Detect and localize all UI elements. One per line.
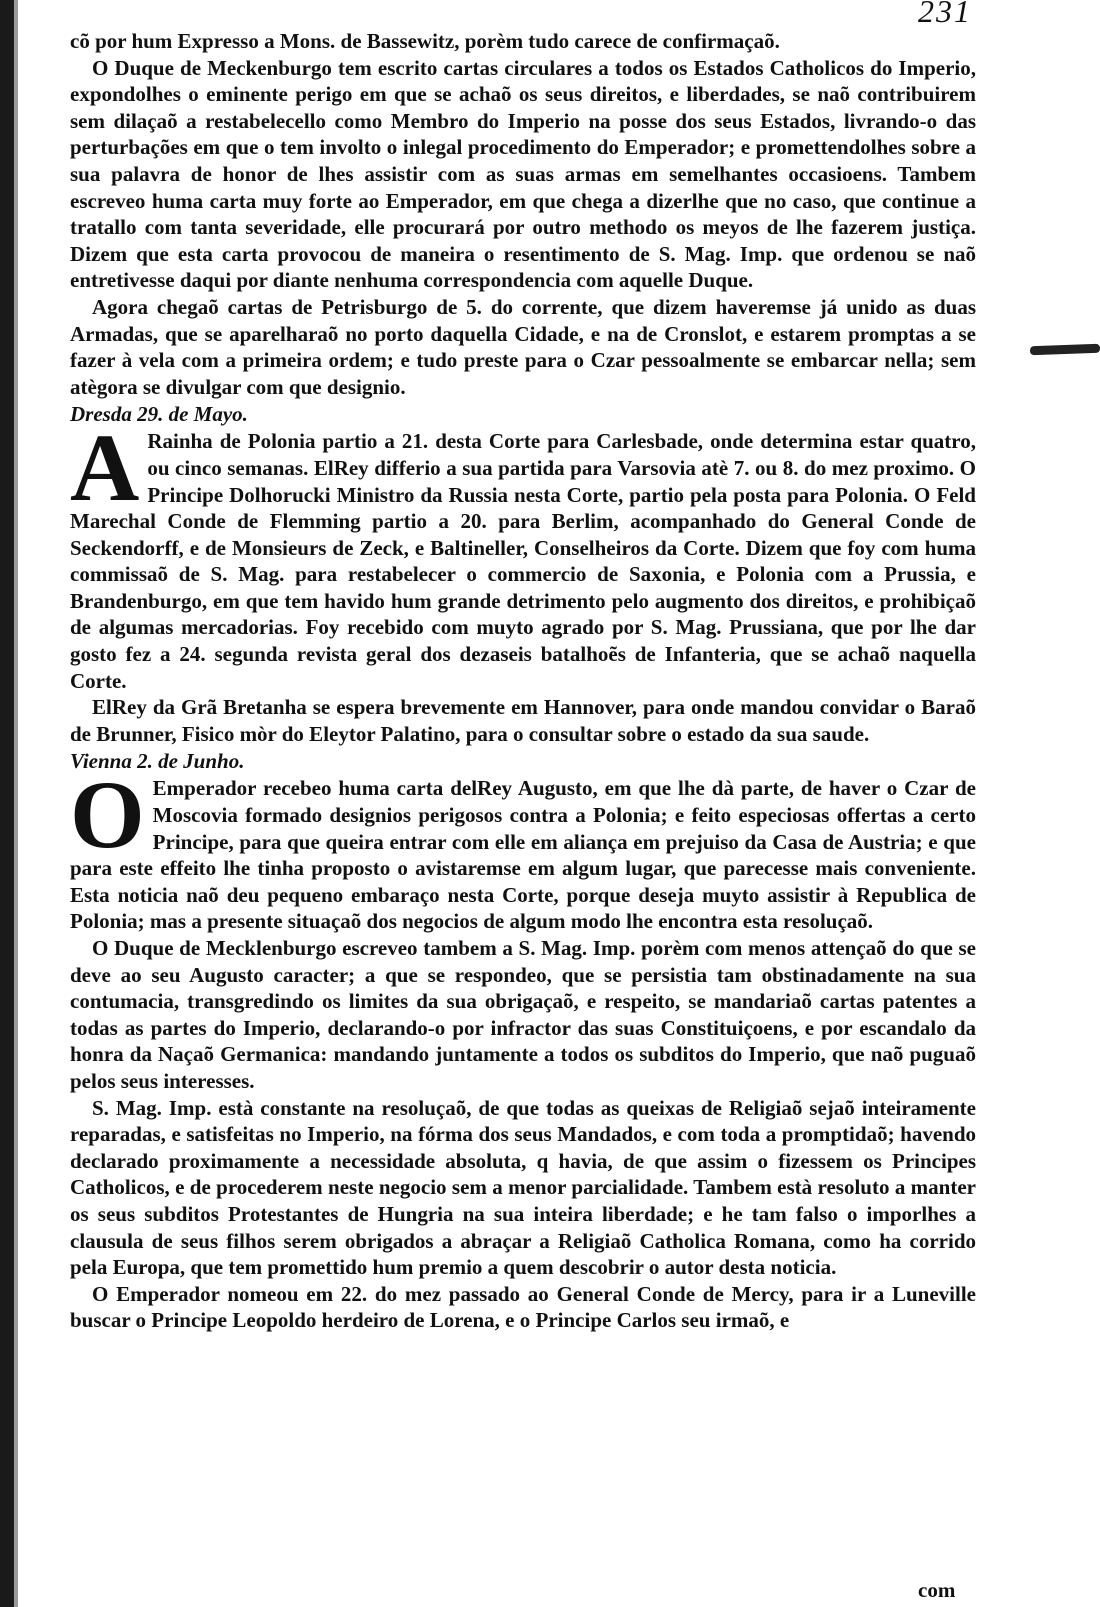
catchword: com [918, 1578, 956, 1602]
paragraph-religiao: S. Mag. Imp. està constante na resoluçaõ, de que todas as queixas de Religiaõ sejaõ inteiramente reparadas, e satisfeitas no Imperio, na fórma dos seus Mandados, e com toda a promptidaõ; havendo declarado proximamente a necessidade absoluta, q havia, de que assim o fizessem os Principes Catholicos, e de procederem neste negocio sem a menor parcialidade. Tambem està resoluto a manter os seus subditos Protestantes de Hungria na sua inteira liberdade; e he tam falso o imporlhes a clausula de seus filhos serem obrigados a abraçar a Religiaõ Catholica Romana, como ha corrido pela Europa, que tem promettido hum premio a quem descobrir o autor desta noticia. [70, 1095, 976, 1280]
ink-smudge [1030, 344, 1100, 355]
dateline-vienna: Vienna 2. de Junho. [70, 749, 245, 774]
dateline-dresda: Dresda 29. de Mayo. [70, 402, 248, 427]
paragraph-dresda-rainha-text: Rainha de Polonia partio a 21. desta Corte para Carlesbade, onde determina estar quatro, ou cinco semanas. ElRey differio a sua partida para Varsovia atè 7. ou 8. do mez proximo. O Principe Dolhorucki Ministro da Russia nesta Corte, partio pela posta para Polonia. O Feld Marechal Conde de Flemming partio a 20. para Berlim, acompanhado do General Conde de Seckendorff, e de Monsieurs de Zeck, e Baltineller, Conselheiros da Corte. Dizem que foy com huma commissaõ de S. Mag. para restabelecer o commercio de Saxonia, e Polonia com a Prussia, e Brandenburgo, em que tem havido hum grande detrimento pelo augmento dos direitos, e prohibiçaõ de algumas mercadorias. Foy recebido com muyto agrado por S. Mag. Prussiana, que por lhe dar gosto fez a 24. segunda revista geral dos dezaseis batalhoẽs de Infanteria, que se achaõ naquella Corte. [70, 429, 976, 693]
continued-paragraph: cõ por hum Expresso a Mons. de Bassewitz, porèm tudo carece de confirmaçaõ. [70, 29, 780, 53]
page-number: 231 [918, 0, 972, 29]
drop-cap-o: O [70, 761, 145, 869]
paragraph-vienna-emperador-text: Emperador recebeo huma carta delRey Augusto, em que lhe dà parte, de haver o Czar de Moscovia formado designios perigosos contra a Polonia; e feito especiosas offertas a certo Principe, para que queira entrar com elle em aliança em prejuiso da Casa de Austria; e que para este effeito lhe tinha proposto o avistaremse em algum lugar, que parecesse mais conveniente. Esta noticia naõ deu pequeno embaraço nesta Corte, porque deseja muyto assistir à Republica de Polonia; mas a presente situaçaõ dos negocios de algum modo lhe encontra esta resoluçaõ. [70, 776, 976, 934]
paragraph-conde-mercy: O Emperador nomeou em 22. do mez passado ao General Conde de Mercy, para ir a Luneville buscar o Principe Leopoldo herdeiro de Lorena, e o Principe Carlos seu irmaõ, e [70, 1281, 976, 1333]
drop-cap-a: A [70, 414, 140, 522]
paragraph-petrisburgo: Agora chegaõ cartas de Petrisburgo de 5. do corrente, que dizem haveremse já unido as duas Armadas, que se aparelharaõ no porto daquella Cidade, e na de Cronslot, e estarem promptas a se fazer à vela com a primeira ordem; e tudo preste para o Czar pessoalmente se embarcar nella; sem atègora se divulgar com que designio. [70, 294, 976, 399]
paragraph-gra-bretanha: ElRey da Grã Bretanha se espera brevemente em Hannover, para onde mandou convidar o Baraõ de Brunner, Fisico mòr do Eleytor Palatino, para o consultar sobre o estado da sua saude. [70, 695, 976, 746]
text-column [70, 28, 976, 1334]
page-binding-shadow [0, 0, 14, 1607]
paragraph-meckenburgo: O Duque de Meckenburgo tem escrito cartas circulares a todos os Estados Catholicos do Imperio, expondolhes o eminente perigo em que se achaõ os seus direitos, e liberdades, se naõ contribuirem sem dilaçaõ a restabelecello como Membro do Imperio na posse dos seus Estados, livrando-o das perturbações em que o tem involto o inlegal procedimento do Emperador; e promettendolhes sobre a sua palavra de honor de lhes assistir com as suas armas em semelhantes occasioens. Tambem escreveo huma carta muy forte ao Emperador, em que chega a dizerlhe que no caso, que continue a tratallo com tanta severidade, elle procurará por outro methodo os meyos de lhe fazerem justiça. Dizem que esta carta provocou de maneira o resentimento de S. Mag. Imp. que ordenou se naõ entretivesse daqui por diante nenhuma correspondencia com aquelle Duque. [70, 55, 976, 293]
page-binding-edge [14, 0, 18, 1607]
paragraph-mecklenburgo-reply: O Duque de Mecklenburgo escreveo tambem a S. Mag. Imp. porèm com menos attençaõ do que se deve ao seu Augusto caracter; a que se respondeo, que se persistia tam obstinadamente na sua contumacia, transgredindo os limites da sua obrigaçaõ, e respeito, se mandariaõ cartas patentes a todas as partes do Imperio, declarando-o por infractor das suas Constituiçoens, e por escandalo da honra da Naçaõ Germanica: mandando juntamente a todos os subditos do Imperio, que naõ puguaõ pelos seus interesses. [70, 936, 976, 1093]
